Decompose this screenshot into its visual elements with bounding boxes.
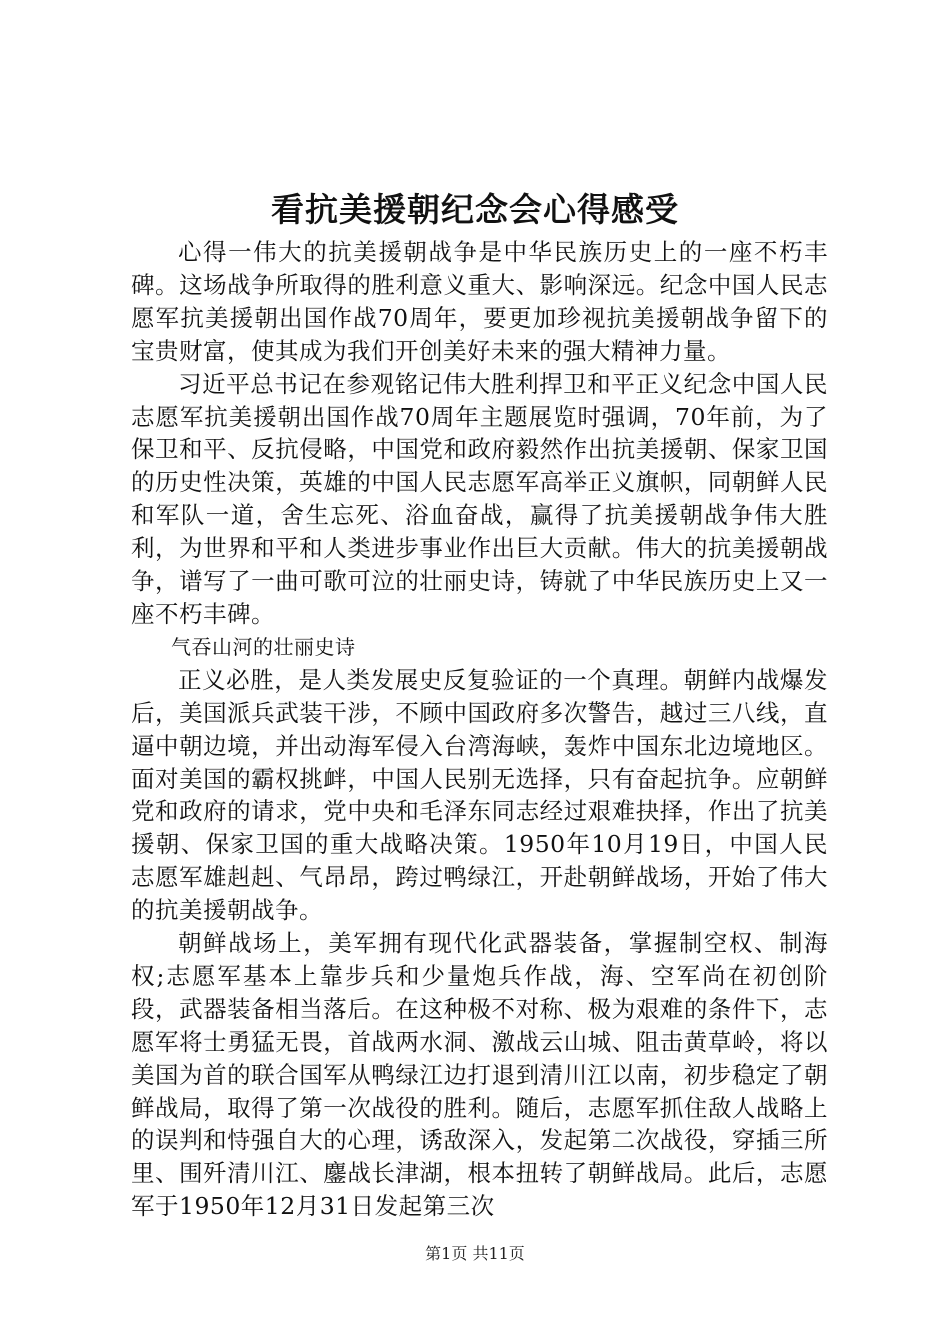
document-title: 看抗美援朝纪念会心得感受 [271, 190, 679, 229]
paragraph-battlefield: 朝鲜战场上，美军拥有现代化武器装备，掌握制空权、制海权;志愿军基本上靠步兵和少量炮兵作战，海、空军尚在初创阶段，武器装备相当落后。在这种极不对称、极为艰难的条件下，志愿军将士勇猛无畏，首战两水洞、激战云山城、阻击黄草岭，将以美国为首的联合国军从鸭绿江边打退到清川江以南，初步稳定了朝鲜战局，取得了第一次战役的胜利。随后，志愿军抓住敌人战略上的误判和恃强自大的心理，诱敌深入，发起第二次战役，穿插三所里、围歼清川江、鏖战长津湖，根本扭转了朝鲜战局。此后，志愿军于1950年12月31日发起第三次 [131, 929, 828, 1221]
section-heading: 气吞山河的壮丽史诗 [171, 634, 356, 659]
paragraph-justice: 正义必胜，是人类发展史反复验证的一个真理。朝鲜内战爆发后，美国派兵武装干涉，不顾中国政府多次警告，越过三八线，直逼中朝边境，并出动海军侵入台湾海峡，轰炸中国东北边境地区。面对美国的霸权挑衅，中国人民别无选择，只有奋起抗争。应朝鲜党和政府的请求，党中央和毛泽东同志经过艰难抉择，作出了抗美援朝、保家卫国的重大战略决策。1950年10月19日，中国人民志愿军雄赳赳、气昂昂，跨过鸭绿江，开赴朝鲜战场，开始了伟大的抗美援朝战争。 [131, 665, 828, 925]
page-number-footer: 第1页 共11页 [425, 1244, 525, 1263]
paragraph-intro: 心得一伟大的抗美援朝战争是中华民族历史上的一座不朽丰碑。这场战争所取得的胜利意义重大、影响深远。纪念中国人民志愿军抗美援朝出国作战70周年，要更加珍视抗美援朝战争留下的宝贵财富，使其成为我们开创美好未来的强大精神力量。 [131, 238, 828, 365]
document-body [131, 236, 828, 1223]
paragraph-speech: 习近平总书记在参观铭记伟大胜利捍卫和平正义纪念中国人民志愿军抗美援朝出国作战70周年主题展览时强调，70年前，为了保卫和平、反抗侵略，中国党和政府毅然作出抗美援朝、保家卫国的历史性决策，英雄的中国人民志愿军高举正义旗帜，同朝鲜人民和军队一道，舍生忘死、浴血奋战，赢得了抗美援朝战争伟大胜利，为世界和平和人类进步事业作出巨大贡献。伟大的抗美援朝战争，谱写了一曲可歌可泣的壮丽史诗，铸就了中华民族历史上又一座不朽丰碑。 [131, 369, 828, 628]
